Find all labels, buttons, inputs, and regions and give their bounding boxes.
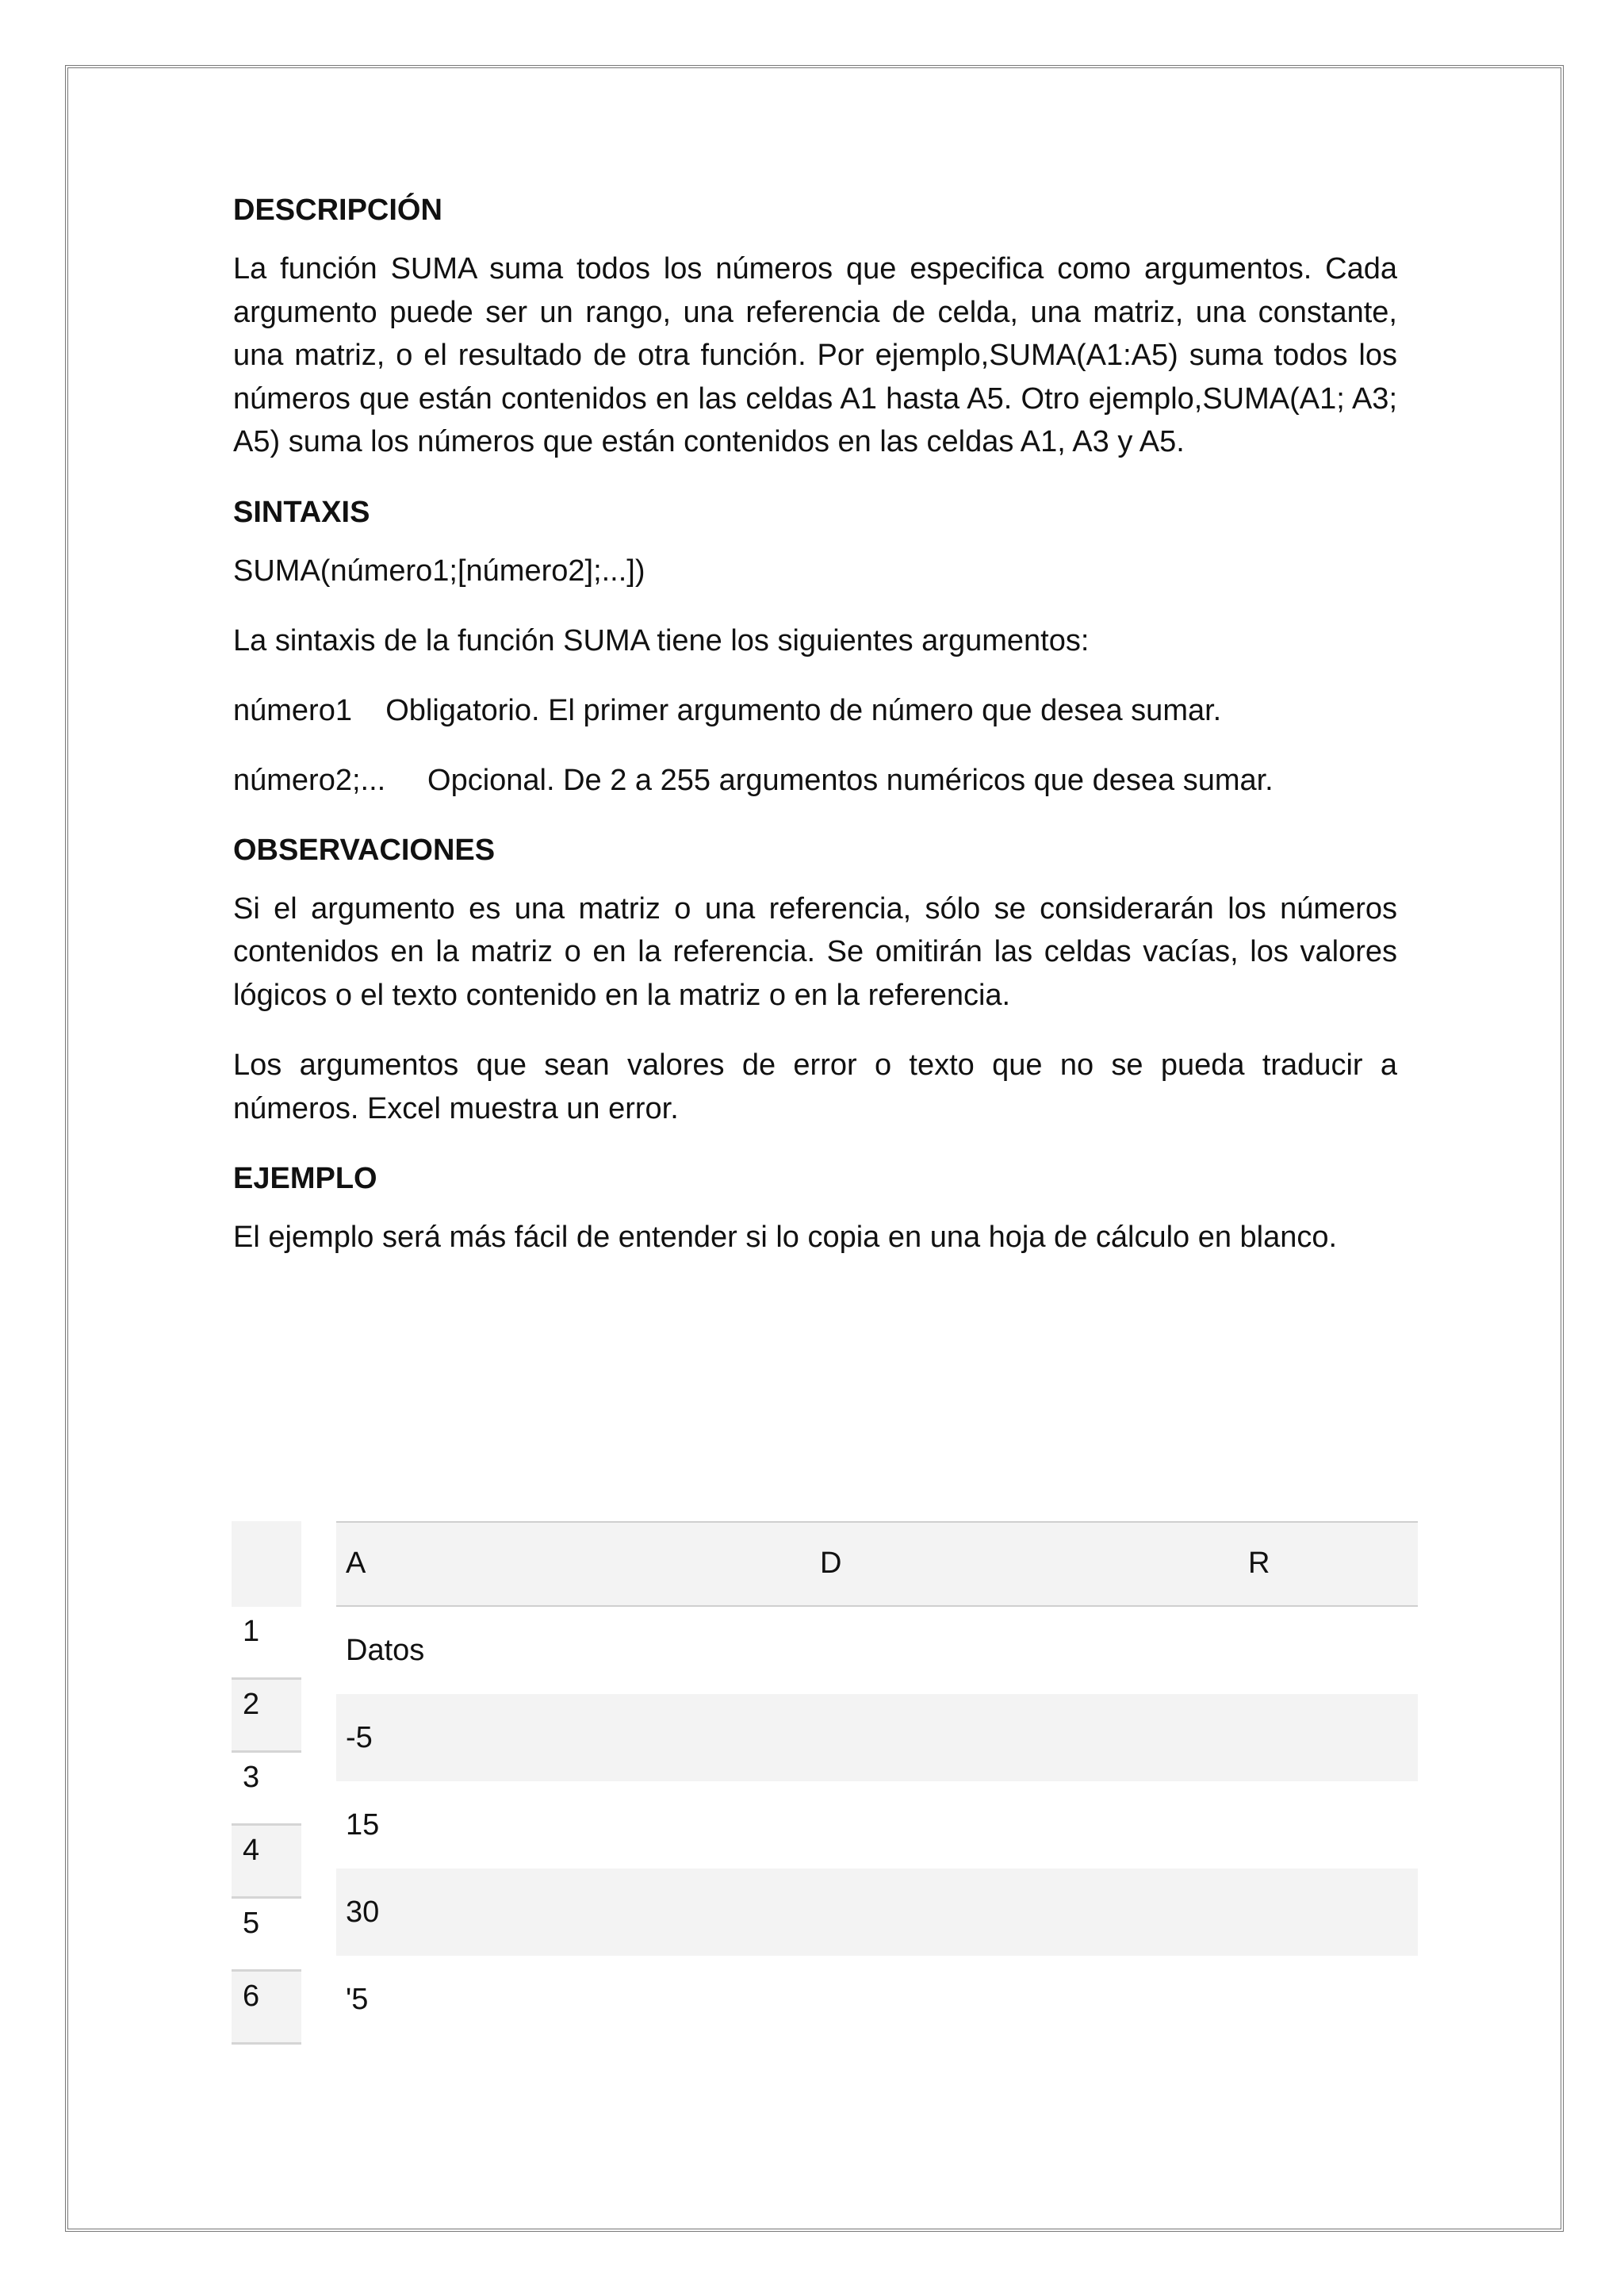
column-header-row bbox=[336, 1521, 1418, 1607]
argument-1 bbox=[233, 689, 1397, 732]
column-header: A bbox=[346, 1547, 366, 1580]
cell: Datos bbox=[346, 1634, 425, 1667]
table-row bbox=[336, 1956, 1418, 2043]
cell: 30 bbox=[346, 1895, 380, 1929]
row-header: 6 bbox=[232, 1972, 301, 2045]
table-row bbox=[336, 1607, 1418, 1694]
table-row bbox=[336, 1694, 1418, 1781]
sintaxis-intro: La sintaxis de la función SUMA tiene los siguientes argumentos: bbox=[233, 623, 1090, 657]
observaciones-heading: OBSERVACIONES bbox=[233, 833, 496, 867]
argument-1-name: número1 bbox=[233, 693, 352, 727]
sintaxis-heading: SINTAXIS bbox=[233, 495, 370, 529]
argument-2-name: número2;... bbox=[233, 763, 386, 797]
column-header: D bbox=[820, 1547, 842, 1580]
cell: 15 bbox=[346, 1808, 380, 1842]
table-row bbox=[336, 1869, 1418, 1956]
row-header-corner bbox=[232, 1521, 301, 1607]
row-header: 1 bbox=[232, 1607, 301, 1680]
document-body bbox=[233, 189, 1397, 1286]
row-header: 5 bbox=[232, 1899, 301, 1972]
column-header: R bbox=[1248, 1547, 1270, 1580]
observaciones-paragraph-1: Si el argumento es una matriz o una referencia, sólo se considerarán los números contenidos en la matriz o en la referencia. Se omitirán las celdas vacías, los valores lógicos o el texto contenido en la matriz o en la referencia. bbox=[233, 891, 1397, 1012]
row-header: 3 bbox=[232, 1753, 301, 1826]
argument-1-desc: Obligatorio. El primer argumento de número que desea sumar. bbox=[385, 693, 1222, 727]
argument-2 bbox=[233, 759, 1397, 802]
observaciones-paragraph-2: Los argumentos que sean valores de error o texto que no se pueda traducir a números. Excel muestra un error. bbox=[233, 1048, 1397, 1125]
row-header: 2 bbox=[232, 1680, 301, 1753]
descripcion-heading: DESCRIPCIÓN bbox=[233, 194, 442, 227]
ejemplo-heading: EJEMPLO bbox=[233, 1162, 377, 1195]
cell: '5 bbox=[346, 1983, 369, 2016]
row-header: 4 bbox=[232, 1826, 301, 1899]
ejemplo-text: El ejemplo será más fácil de entender si lo copia en una hoja de cálculo en blanco. bbox=[233, 1221, 1338, 1254]
sintaxis-formula: SUMA(número1;[número2];...]) bbox=[233, 554, 645, 588]
argument-2-desc: Opcional. De 2 a 255 argumentos numéricos que desea sumar. bbox=[427, 763, 1274, 797]
table-row bbox=[336, 1781, 1418, 1869]
descripcion-text: La función SUMA suma todos los números que especifica como argumentos. Cada argumento puede ser un rango, una referencia de celda, una matriz, una constante, una matriz, o el resultado de otra función. Por ejemplo,SUMA(A1:A5) suma todos los números que están contenidos en las celdas A1 hasta A5. Otro ejemplo,SUMA(A1; A3; A5) suma los números que están contenidos en las celdas A1, A3 y A5. bbox=[233, 252, 1397, 458]
cell: -5 bbox=[346, 1721, 373, 1754]
